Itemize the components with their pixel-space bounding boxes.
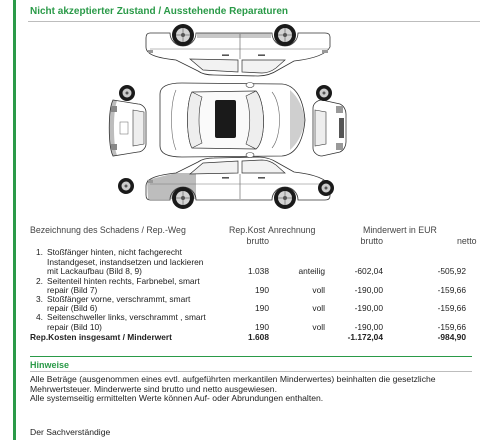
depreciation-net-value: -159,66 [437,303,466,313]
credit-value: voll [312,303,325,313]
row-number: 2. [36,276,43,286]
repair-cost-value: 190 [255,285,269,295]
notes-line: Mehrwertsteuer. Minderwerte sind brutto und netto ausgewiesen. [30,384,277,394]
grille [339,118,344,138]
column-header-repair-cost-unit: brutto [246,236,269,246]
credit-value: voll [312,322,325,332]
headlight [336,106,343,113]
wheel-icon [318,180,334,196]
row-description-line: repair (Bild 6) [47,303,98,313]
car-rear-view [109,100,146,156]
depreciation-net-value: -505,92 [437,266,466,276]
car-front-view [313,100,346,156]
car-left-side-view [146,24,330,76]
headlight [336,143,343,150]
wheel-icon [119,85,135,101]
damage-left-sill-shading [197,33,271,38]
signature-label: Der Sachverständige [30,427,111,437]
depreciation-gross-value: -190,00 [354,285,383,295]
depreciation-gross-value: -190,00 [354,322,383,332]
repair-cost-value: 190 [255,303,269,313]
column-header-depreciation: Minderwert in EUR [363,225,437,235]
notes-bottom-divider [30,371,472,372]
sunroof [215,100,236,138]
row-description-line: repair (Bild 10) [47,322,102,332]
row-number: 4. [36,312,43,322]
row-number: 3. [36,294,43,304]
total-label: Rep.Kosten insgesamt / Minderwert [30,332,172,342]
repair-cost-value: 1.038 [248,266,269,276]
section-title: Nicht akzeptierter Zustand / Ausstehende Reparaturen [30,6,289,17]
row-number: 1. [36,247,43,257]
column-header-credit: Anrechnung [268,225,316,235]
wheel-icon [316,85,332,101]
total-depreciation-net: -984,90 [437,332,466,342]
row-description-line: Seitenschweller links, verschrammt , smart [47,312,206,322]
repair-cost-value: 190 [255,322,269,332]
notes-line: Alle Beträge (ausgenommen eines evtl. aufgeführten merkantilen Minderwertes) beinhalten die gesetzliche [30,374,436,384]
mirror-right [246,153,254,158]
row-description-line: Seitenteil hinten rechts, Farbnebel, smart [47,276,200,286]
tail-light [111,106,117,112]
depreciation-net-value: -159,66 [437,322,466,332]
wheel-icon [118,178,134,194]
total-depreciation-gross: -1.172,04 [347,332,383,342]
column-header-depreciation-net: netto [457,236,477,246]
notes-top-divider [30,356,472,357]
column-header-depreciation-gross: brutto [360,236,383,246]
tail-light [111,144,117,150]
car-top-view [160,83,305,158]
column-header-description: Bezeichnung des Schadens / Rep.-Weg [30,225,186,235]
credit-value: anteilig [298,266,325,276]
row-description-line: Instandgeset, instandsetzen und lackieren [47,257,204,267]
notes-heading: Hinweise [30,360,70,370]
column-header-repair-cost: Rep.Kost [229,225,266,235]
credit-value: voll [312,285,325,295]
depreciation-gross-value: -602,04 [354,266,383,276]
row-description-line: mit Lackaufbau (Bild 8, 9) [47,266,142,276]
mirror-left [246,83,254,88]
row-description-line: Stoßfänger hinten, nicht fachgerecht [47,247,183,257]
damage-front-bumper-shading [290,90,305,150]
depreciation-gross-value: -190,00 [354,303,383,313]
row-description-line: Stoßfänger vorne, verschrammt, smart [47,294,191,304]
notes-line: Alle systemseitig ermittelten Werte können Auf- oder Abrundungen enthalten. [30,393,324,403]
total-repair-cost: 1.608 [248,332,269,342]
row-description-line: repair (Bild 7) [47,285,98,295]
depreciation-net-value: -159,66 [437,285,466,295]
